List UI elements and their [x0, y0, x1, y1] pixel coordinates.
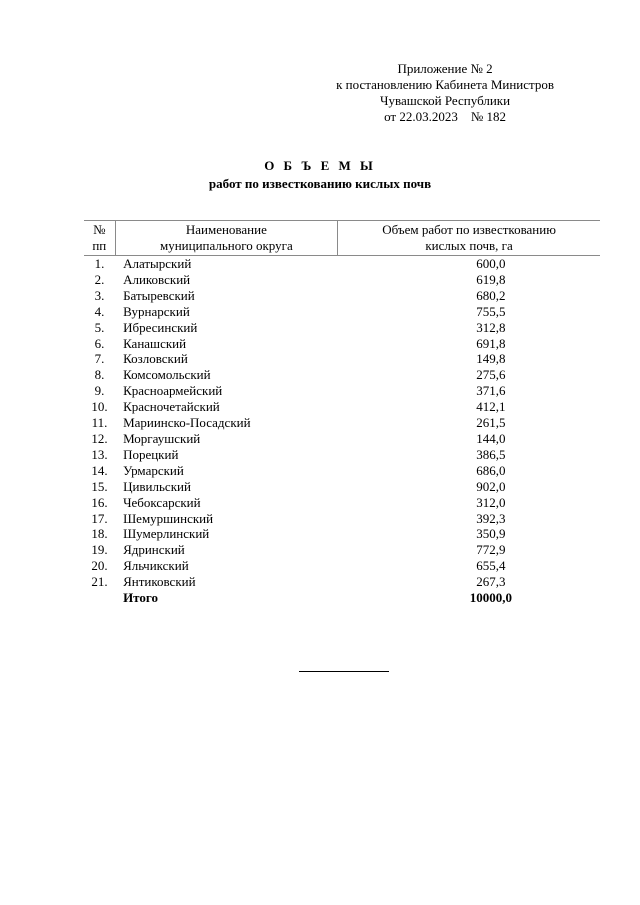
row-number: 2. — [94, 271, 105, 287]
appendix-decree: к постановлению Кабинета Министров — [336, 77, 554, 92]
table-row — [84, 336, 600, 352]
work-volume-cell — [338, 383, 600, 399]
work-volume: 755,5 — [476, 303, 506, 319]
work-volume: 680,2 — [476, 287, 506, 303]
row-number: 20. — [91, 558, 108, 574]
district-name: Янтиковский — [123, 574, 196, 590]
row-number: 5. — [94, 319, 105, 335]
table-row — [84, 511, 600, 527]
table-row — [84, 574, 600, 590]
district-name: Комсомольский — [123, 367, 211, 383]
work-volume-cell — [338, 558, 600, 574]
work-volume: 619,8 — [476, 271, 506, 287]
table-row — [84, 542, 600, 558]
table-row — [84, 479, 600, 495]
total-value-cell — [338, 590, 600, 606]
work-volume: 261,5 — [476, 415, 506, 431]
table-row — [84, 367, 600, 383]
table-row — [84, 399, 600, 415]
row-number: 17. — [91, 510, 108, 526]
column-header-name-line2: муниципального округа — [159, 238, 293, 253]
table-row — [84, 447, 600, 463]
row-number: 18. — [91, 526, 108, 542]
district-name: Чебоксарский — [123, 494, 201, 510]
row-number: 16. — [91, 494, 108, 510]
column-header-value-line2: кислых почв, га — [425, 238, 513, 253]
row-number: 21. — [91, 574, 108, 590]
row-number: 8. — [94, 367, 105, 383]
work-volume: 772,9 — [476, 542, 506, 558]
table-row — [84, 526, 600, 542]
work-volume-cell — [338, 351, 600, 367]
row-number: 10. — [91, 399, 108, 415]
total-label: Итого — [123, 590, 158, 606]
appendix-header — [336, 61, 554, 125]
volumes-table — [84, 220, 600, 606]
row-number: 19. — [91, 542, 108, 558]
district-name: Козловский — [123, 351, 188, 367]
district-name: Шумерлинский — [123, 526, 210, 542]
district-name: Урмарский — [123, 462, 184, 478]
table-row — [84, 304, 600, 320]
district-name: Ядринский — [123, 542, 185, 558]
appendix-republic: Чувашской Республики — [380, 93, 511, 108]
appendix-number: Приложение № 2 — [397, 61, 493, 76]
work-volume-cell — [338, 526, 600, 542]
work-volume: 655,4 — [476, 558, 506, 574]
total-row — [84, 590, 600, 606]
row-number: 9. — [94, 383, 105, 399]
row-number: 4. — [94, 303, 105, 319]
district-name: Алатырский — [123, 256, 192, 271]
district-name: Вурнарский — [123, 303, 190, 319]
table-row — [84, 558, 600, 574]
work-volume-cell — [338, 288, 600, 304]
closing-divider — [299, 671, 389, 672]
table-row — [84, 415, 600, 431]
work-volume-cell — [338, 367, 600, 383]
work-volume: 312,8 — [476, 319, 506, 335]
work-volume: 350,9 — [476, 526, 506, 542]
row-number: 14. — [91, 462, 108, 478]
row-number: 12. — [91, 430, 108, 446]
row-number: 11. — [91, 415, 108, 431]
row-number: 1. — [94, 256, 105, 271]
work-volume: 902,0 — [476, 478, 506, 494]
work-volume: 386,5 — [476, 446, 506, 462]
table-header-row — [84, 221, 600, 256]
work-volume-cell — [338, 495, 600, 511]
row-number: 13. — [91, 446, 108, 462]
document-subtitle: работ по известкованию кислых почв — [208, 176, 432, 191]
work-volume: 691,8 — [476, 335, 506, 351]
column-header-value-line1: Объем работ по известкованию — [382, 222, 556, 237]
work-volume-cell — [338, 272, 600, 288]
work-volume-cell — [338, 320, 600, 336]
column-header-name — [115, 221, 338, 256]
district-name: Мариинско-Посадский — [123, 415, 251, 431]
table-row — [84, 495, 600, 511]
work-volume: 371,6 — [476, 383, 506, 399]
district-name: Аликовский — [123, 271, 191, 287]
work-volume-cell — [338, 415, 600, 431]
district-name: Моргаушский — [123, 430, 201, 446]
work-volume: 312,0 — [476, 494, 506, 510]
work-volume-cell — [338, 431, 600, 447]
district-name: Цивильский — [123, 478, 191, 494]
column-header-value — [338, 221, 600, 256]
work-volume: 275,6 — [476, 367, 506, 383]
work-volume: 144,0 — [476, 430, 506, 446]
work-volume-cell — [338, 479, 600, 495]
table-row — [84, 463, 600, 479]
work-volume-cell — [338, 447, 600, 463]
column-header-number-line1: № — [93, 222, 106, 237]
work-volume: 600,0 — [476, 256, 506, 271]
total-value: 10000,0 — [469, 590, 512, 606]
column-header-number-line2: пп — [92, 238, 107, 253]
row-number: 7. — [94, 351, 105, 367]
work-volume: 267,3 — [476, 574, 506, 590]
work-volume-cell — [338, 336, 600, 352]
column-header-name-line1: Наименование — [185, 222, 267, 237]
row-number: 15. — [91, 478, 108, 494]
district-name: Батыревский — [123, 287, 195, 303]
appendix-date: от 22.03.2023 № 182 — [384, 109, 507, 124]
row-number: 3. — [94, 287, 105, 303]
table-row — [84, 256, 600, 272]
document-title: О Б Ъ Е М Ы — [264, 158, 376, 173]
work-volume: 412,1 — [476, 399, 506, 415]
table-row — [84, 272, 600, 288]
table-body — [84, 256, 600, 591]
work-volume: 686,0 — [476, 462, 506, 478]
table-row — [84, 383, 600, 399]
work-volume-cell — [338, 511, 600, 527]
table-row — [84, 431, 600, 447]
work-volume: 392,3 — [476, 510, 506, 526]
district-name: Красночетайский — [123, 399, 220, 415]
row-number: 6. — [94, 335, 105, 351]
district-name: Красноармейский — [123, 383, 223, 399]
district-name: Шемуршинский — [123, 510, 214, 526]
table-row — [84, 288, 600, 304]
district-name: Ибресинский — [123, 319, 198, 335]
work-volume-cell — [338, 542, 600, 558]
work-volume-cell — [338, 399, 600, 415]
table-row — [84, 320, 600, 336]
column-header-number — [84, 221, 115, 256]
work-volume-cell — [338, 304, 600, 320]
work-volume: 149,8 — [476, 351, 506, 367]
work-volume-cell — [338, 256, 600, 272]
district-name: Яльчикский — [123, 558, 189, 574]
table-row — [84, 351, 600, 367]
district-name: Канашский — [123, 335, 187, 351]
work-volume-cell — [338, 463, 600, 479]
district-name: Порецкий — [123, 446, 179, 462]
work-volume-cell — [338, 574, 600, 590]
